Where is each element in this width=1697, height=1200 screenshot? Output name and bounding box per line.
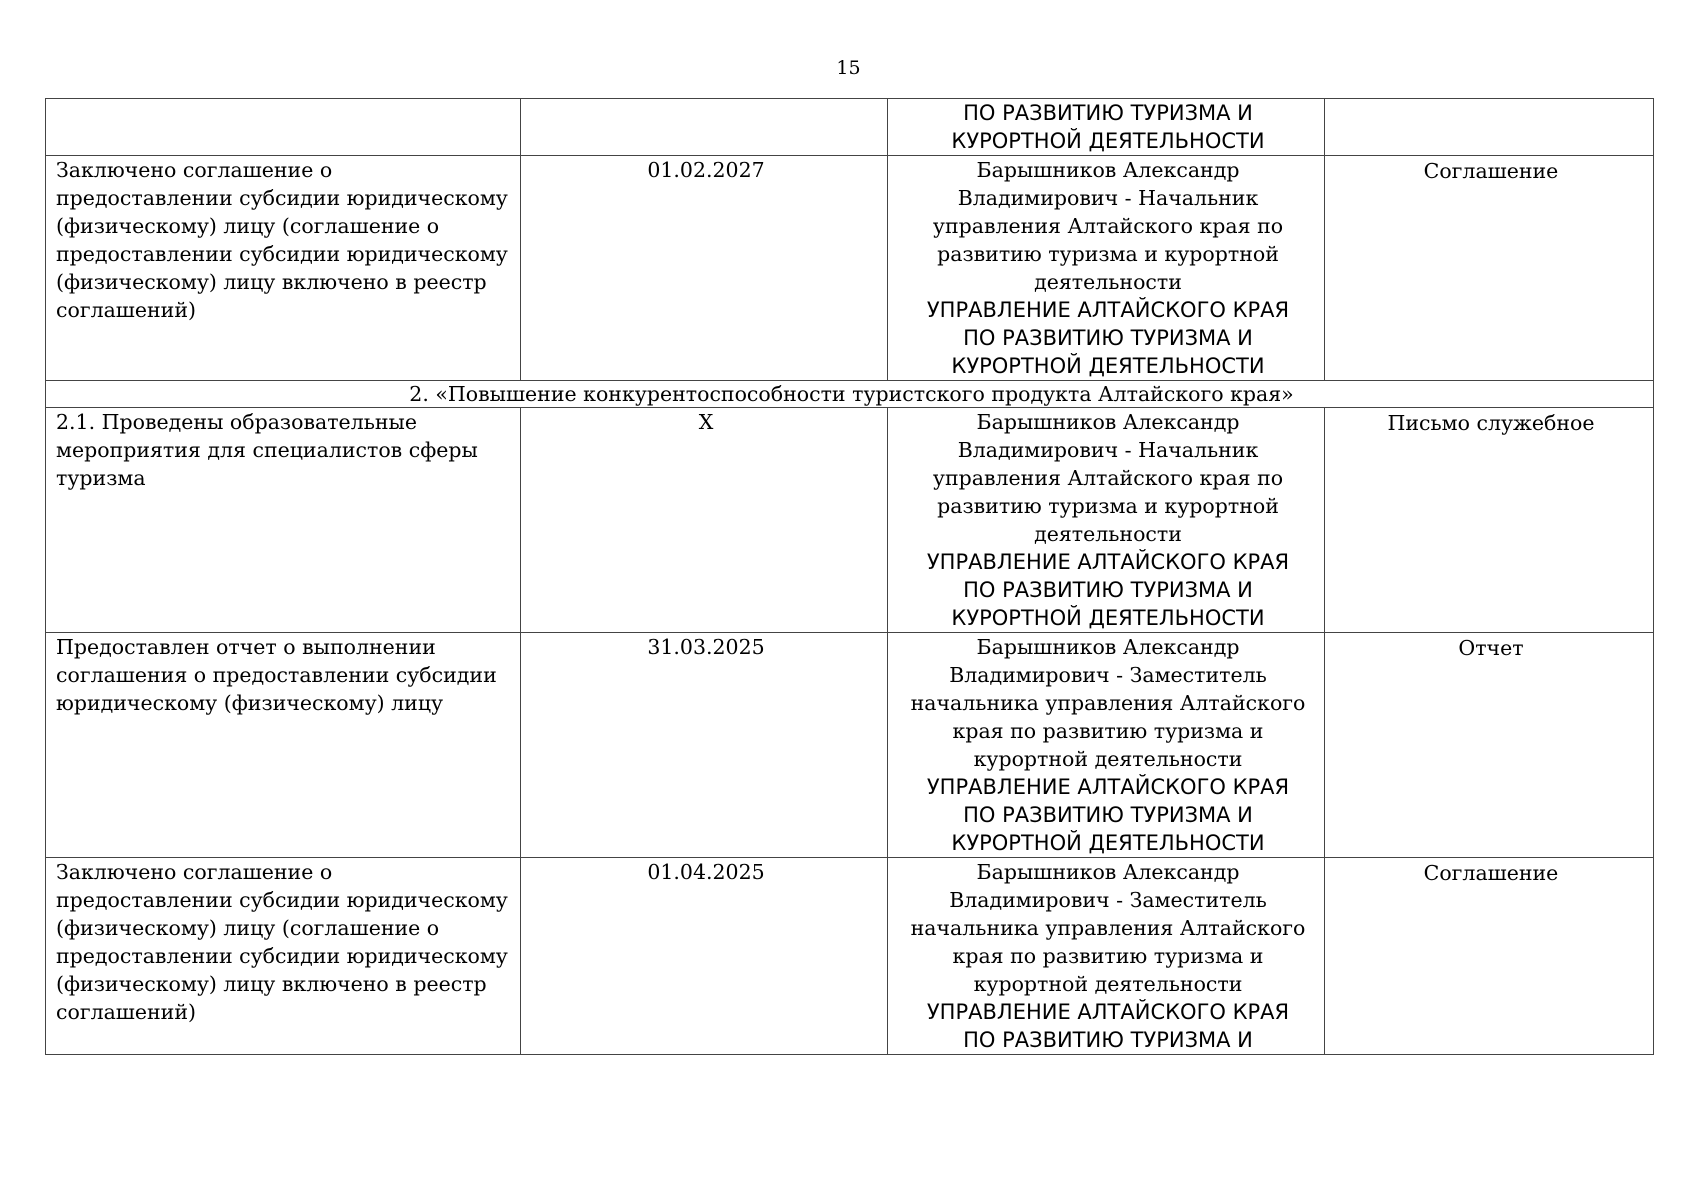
plan-table	[45, 98, 1654, 1055]
document-type-cell	[1325, 858, 1654, 1055]
page-number: 15	[836, 57, 861, 79]
date-cell: X	[521, 408, 888, 633]
responsible-department: УПРАВЛЕНИЕ АЛТАЙСКОГО КРАЯ ПО РАЗВИТИЮ ТУРИЗМА И КУРОРТНОЙ ДЕЯТЕЛЬНОСТИ	[926, 550, 1290, 630]
table-row	[46, 633, 1654, 858]
responsible-cell	[888, 858, 1325, 1055]
document-type: Соглашение	[1423, 861, 1559, 885]
responsible-cell	[888, 408, 1325, 633]
responsible-department: УПРАВЛЕНИЕ АЛТАЙСКОГО КРАЯ ПО РАЗВИТИЮ ТУРИЗМА И КУРОРТНОЙ ДЕЯТЕЛЬНОСТИ	[926, 298, 1290, 378]
responsible-person: Барышников Александр Владимирович - Заместитель начальника управления Алтайского края по развитию туризма и курортной деятельности	[910, 860, 1306, 996]
document-type: Письмо служебное	[1387, 411, 1595, 435]
description-cell: Заключено соглашение о предоставлении субсидии юридическому (физическому) лицу (соглашение о предоставлении субсидии юридическому (физическому) лицу включено в реестр соглашений)	[46, 858, 521, 1055]
description-cell	[46, 99, 521, 156]
section-heading: 2. «Повышение конкурентоспособности туристского продукта Алтайского края»	[46, 381, 1654, 408]
document-type-cell	[1325, 408, 1654, 633]
responsible-department: УПРАВЛЕНИЕ АЛТАЙСКОГО КРАЯ ПО РАЗВИТИЮ ТУРИЗМА И	[926, 1000, 1290, 1052]
table-row	[46, 408, 1654, 633]
description-cell: 2.1. Проведены образовательные мероприятия для специалистов сферы туризма	[46, 408, 521, 633]
responsible-person: Барышников Александр Владимирович - Начальник управления Алтайского края по развитию туризма и курортной деятельности	[932, 410, 1284, 546]
responsible-cell	[888, 633, 1325, 858]
table-row	[46, 156, 1654, 381]
responsible-department: ПО РАЗВИТИЮ ТУРИЗМА И КУРОРТНОЙ ДЕЯТЕЛЬНОСТИ	[951, 101, 1265, 153]
date-cell: 01.02.2027	[521, 156, 888, 381]
document-type-cell	[1325, 633, 1654, 858]
document-type: Соглашение	[1423, 159, 1559, 183]
document-type: Отчет	[1458, 636, 1524, 660]
document-type-cell	[1325, 99, 1654, 156]
date-cell	[521, 99, 888, 156]
responsible-person: Барышников Александр Владимирович - Начальник управления Алтайского края по развитию туризма и курортной деятельности	[932, 158, 1284, 294]
responsible-department: УПРАВЛЕНИЕ АЛТАЙСКОГО КРАЯ ПО РАЗВИТИЮ ТУРИЗМА И КУРОРТНОЙ ДЕЯТЕЛЬНОСТИ	[926, 775, 1290, 855]
table-row	[46, 858, 1654, 1055]
document-type-cell	[1325, 156, 1654, 381]
description-cell: Заключено соглашение о предоставлении субсидии юридическому (физическому) лицу (соглашение о предоставлении субсидии юридическому (физическому) лицу включено в реестр соглашений)	[46, 156, 521, 381]
date-cell: 31.03.2025	[521, 633, 888, 858]
description-cell: Предоставлен отчет о выполнении соглашения о предоставлении субсидии юридическому (физическому) лицу	[46, 633, 521, 858]
date-cell: 01.04.2025	[521, 858, 888, 1055]
responsible-cell	[888, 99, 1325, 156]
section-heading-row	[46, 381, 1654, 408]
responsible-cell	[888, 156, 1325, 381]
table-row-continuation	[46, 99, 1654, 156]
responsible-person: Барышников Александр Владимирович - Заместитель начальника управления Алтайского края по развитию туризма и курортной деятельности	[910, 635, 1306, 771]
